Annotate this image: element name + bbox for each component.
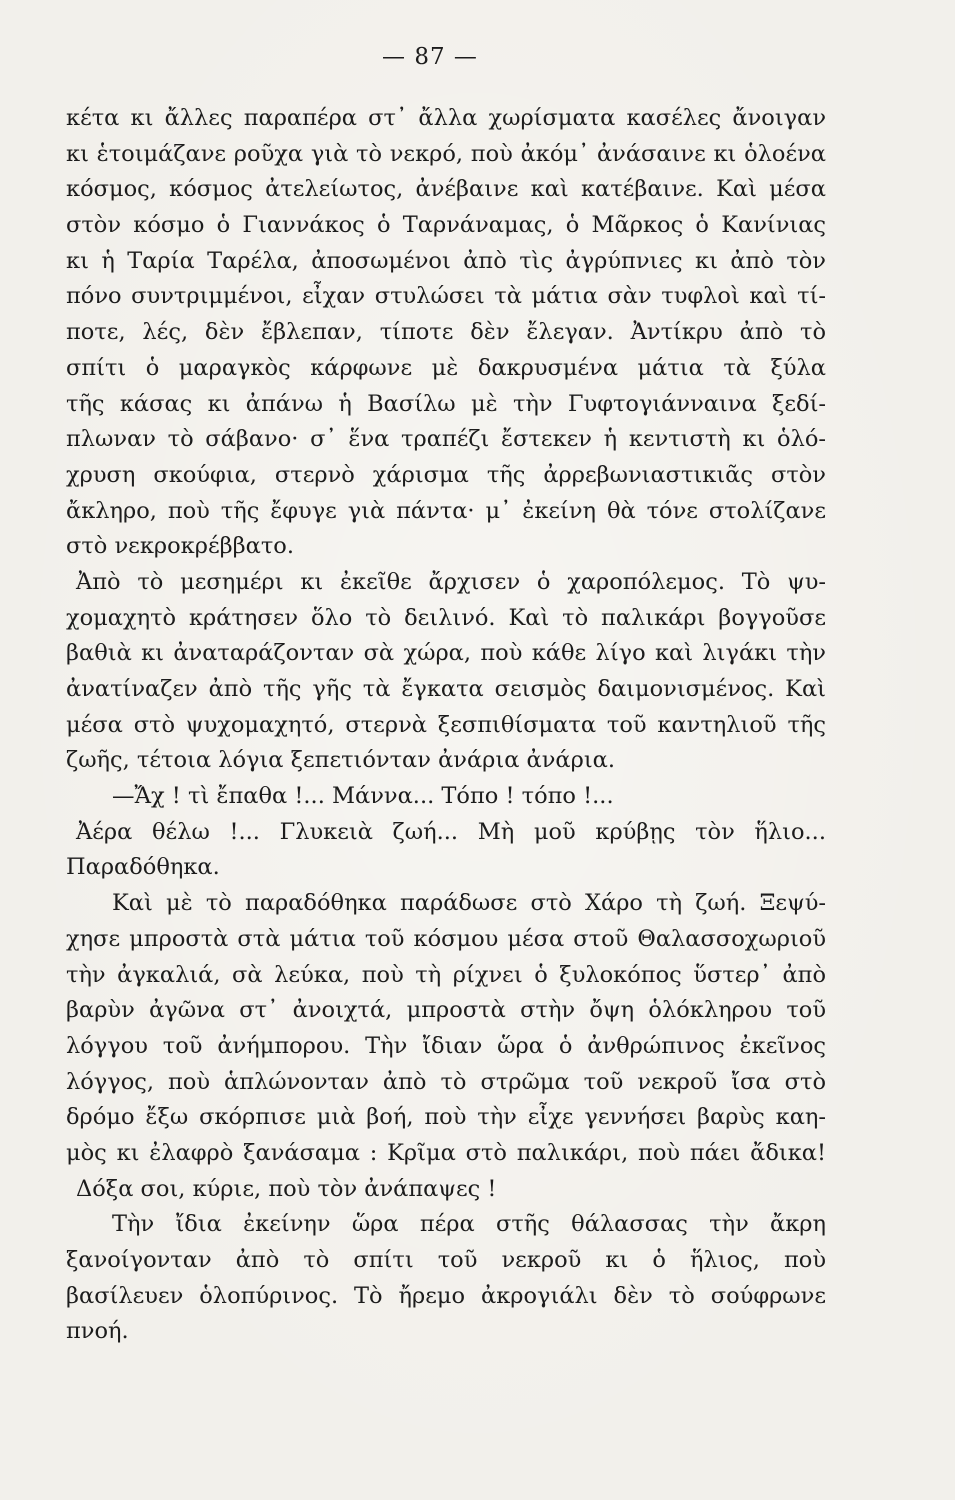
text-line: βαθιὰ κι ἀναταράζονταν σὰ χώρα, ποὺ κάθε λίγο καὶ λιγάκι τὴν [66, 640, 826, 667]
text-line: χρυση σκούφια, στερνὸ χάρισμα τῆς ἀρρεβωνιαστικιᾶς στὸν [66, 461, 826, 488]
text-line: λόγγου τοῦ ἀνήμπορου. Τὴν ἴδιαν ὥρα ὁ ἀνθρώπινος ἐκεῖνος [66, 1032, 826, 1059]
text-line: πνοή. [66, 1318, 129, 1345]
text-line: τὴν ἀγκαλιά, σὰ λεύκα, ποὺ τὴ ρίχνει ὁ ξυλοκόπος ὕστερ᾽ ἀπὸ [66, 961, 826, 988]
text-line: μέσα στὸ ψυχομαχητό, στερνὰ ξεσπιθίσματα τοῦ καντηλιοῦ τῆς [66, 711, 826, 738]
text-line: τῆς κάσας κι ἀπάνω ἡ Βασίλω μὲ τὴν Γυφτογιάνναινα ξεδί- [66, 390, 826, 417]
text-line: στὸ νεκροκρέββατο. [66, 533, 294, 560]
text-line: βαρὺν ἀγῶνα στ᾽ ἀνοιχτά, μπροστὰ στὴν ὄψη ὁλόκληρου τοῦ [66, 997, 826, 1024]
text-line: Δόξα σοι, κύριε, ποὺ τὸν ἀνάπαψες ! [76, 1175, 497, 1202]
text-line: βασίλευεν ὁλοπύρινος. Τὸ ἤρεμο ἀκρογιάλι δὲν τὸ σούφρωνε [66, 1282, 826, 1309]
text-line: ποτε, λές, δὲν ἔβλεπαν, τίποτε δὲν ἔλεγαν. Ἀντίκρυ ἀπὸ τὸ [66, 319, 826, 346]
text-line: σπίτι ὁ μαραγκὸς κάρφωνε μὲ δακρυσμένα μάτια τὰ ξύλα [66, 354, 826, 381]
text-line: ἄκληρο, ποὺ τῆς ἔφυγε γιὰ πάντα· μ᾽ ἐκείνη θὰ τόνε στολίζανε [66, 497, 826, 524]
text-line: —Ἄχ ! τὶ ἔπαθα !... Μάννα... Τόπο ! τόπο !... [112, 783, 614, 810]
text-line: κι ἡ Ταρία Ταρέλα, ἀποσωμένοι ἀπὸ τὶς ἀγρύπνιες κι ἀπὸ τὸν [66, 247, 826, 274]
text-line: κόσμος, κόσμος ἀτελείωτος, ἀνέβαινε καὶ κατέβαινε. Καὶ μέσα [66, 176, 826, 203]
body-text [66, 101, 826, 1350]
text-line: Παραδόθηκα. [66, 854, 220, 881]
text-line: Καὶ μὲ τὸ παραδόθηκα παράδωσε στὸ Χάρο τὴ ζωή. Ξεψύ- [112, 890, 826, 917]
text-line: πλωναν τὸ σάβανο· σ᾽ ἕνα τραπέζι ἔστεκεν ἡ κεντιστὴ κι ὁλό- [66, 426, 826, 453]
text-line: στὸν κόσμο ὁ Γιαννάκος ὁ Ταρνάναμας, ὁ Μᾶρκος ὁ Κανίνιας [66, 212, 826, 239]
text-line: ἀνατίναζεν ἀπὸ τῆς γῆς τὰ ἔγκατα σεισμὸς δαιμονισμένος. Καὶ [66, 676, 826, 702]
text-line: ζωῆς, τέτοια λόγια ξεπετιόνταν ἀνάρια ἀνάρια. [66, 747, 615, 774]
text-line: ξανοίγονταν ἀπὸ τὸ σπίτι τοῦ νεκροῦ κι ὁ ἥλιος, ποὺ [66, 1247, 826, 1273]
text-line: χησε μπροστὰ στὰ μάτια τοῦ κόσμου μέσα στοῦ Θαλασσοχωριοῦ [66, 925, 826, 952]
text-line: κι ἑτοιμάζανε ροῦχα γιὰ τὸ νεκρό, ποὺ ἀκόμ᾽ ἀνάσαινε κι ὁλοένα [66, 140, 826, 167]
text-line: Τὴν ἴδια ἐκείνην ὥρα πέρα στῆς θάλασσας τὴν ἄκρη [112, 1211, 826, 1238]
text-line: πόνο συντριμμένοι, εἶχαν στυλώσει τὰ μάτια σὰν τυφλοὶ καὶ τί- [66, 283, 826, 310]
text-line: Ἀέρα θέλω !... Γλυκειὰ ζωή... Μὴ μοῦ κρύβῃς τὸν ἥλιο... [76, 818, 826, 845]
text-line: δρόμο ἔξω σκόρπισε μιὰ βοή, ποὺ τὴν εἶχε γεννήσει βαρὺς καη- [66, 1104, 826, 1131]
text-line: Ἀπὸ τὸ μεσημέρι κι ἐκεῖθε ἄρχισεν ὁ χαροπόλεμος. Τὸ ψυ- [76, 568, 826, 595]
text-line: λόγγος, ποὺ ἁπλώνονταν ἀπὸ τὸ στρῶμα τοῦ νεκροῦ ἴσα στὸ [66, 1068, 826, 1095]
page-number: — 87 — [382, 44, 478, 70]
text-line: μὸς κι ἐλαφρὸ ξανάσαμα : Κρῖμα στὸ παλικάρι, ποὺ πάει ἄδικα! [66, 1139, 826, 1166]
text-line: κέτα κι ἄλλες παραπέρα στ᾽ ἄλλα χωρίσματα κασέλες ἄνοιγαν [66, 105, 826, 131]
text-line: χομαχητὸ κράτησεν ὅλο τὸ δειλινό. Καὶ τὸ παλικάρι βογγοῦσε [66, 604, 826, 631]
